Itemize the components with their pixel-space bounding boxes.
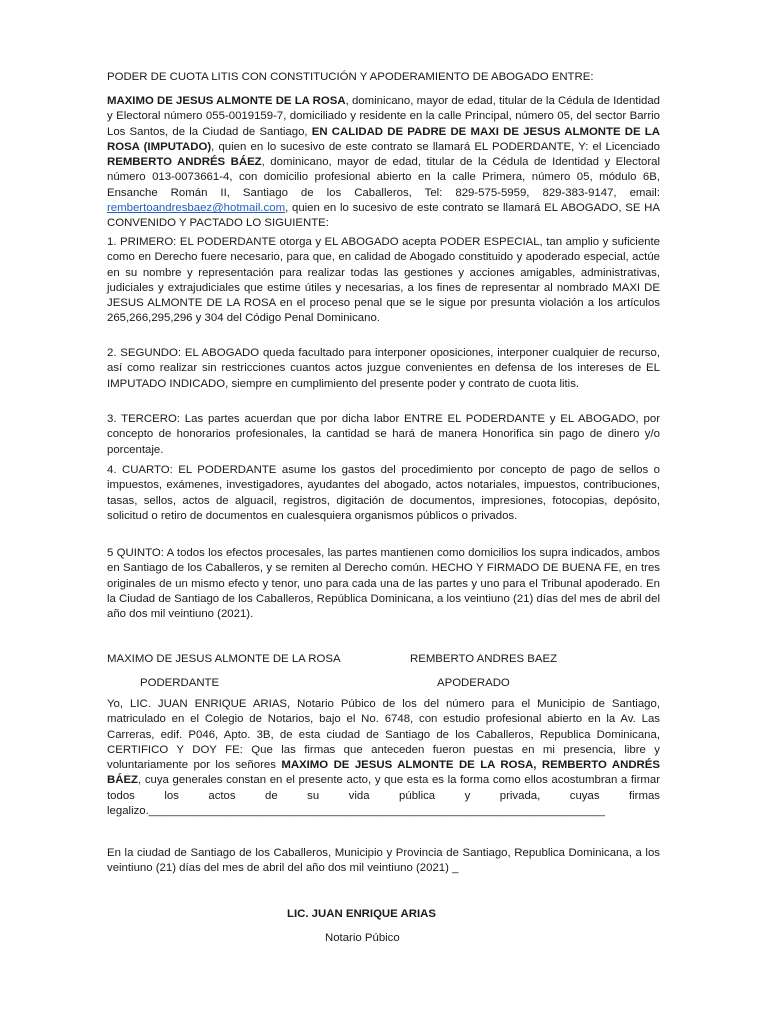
clause-quinto: 5 QUINTO: A todos los efectos procesales, las partes mantienen como domicilios los supra indicados, ambos en Santiago de los Caballeros, y se remiten al Derecho común. HECHO Y FIRMADO DE BUENA FE, en tres originales de un mismo efecto y tenor, uno para cada una de las partes y uno para el Tribunal apoderado. En la Ciudad de Santiago de los Caballeros, República Dominicana, a los veintiuno (21) días del mes de abril del año dos mil veintiuno (2021). <box>107 547 660 621</box>
signature-left-name: MAXIMO DE JESUS ALMONTE DE LA ROSA <box>107 653 341 665</box>
padre-calidad: EN CALIDAD DE PADRE DE MAXI DE JESUS ALMONTE DE LA ROSA (IMPUTADO) <box>107 125 660 153</box>
poderdante-name: MAXIMO DE JESUS ALMONTE DE LA ROSA <box>107 95 346 107</box>
email-link[interactable]: rembertoandresbaez@hotmail.com <box>107 202 286 215</box>
signature-right-role: APODERADO <box>437 677 510 689</box>
certified-names: MAXIMO DE JESUS ALMONTE DE LA ROSA, REMBERTO ANDRÉS BÁEZ <box>107 759 660 787</box>
signature-left-role: PODERDANTE <box>140 677 220 689</box>
intro-paragraph: MAXIMO DE JESUS ALMONTE DE LA ROSA, dominicano, mayor de edad, titular de la Cédula de Identidad y Electoral número 055-0019159-7, domiciliado y residente en la calle Principal, número 05, del sector Barrio Los Santos, de la Ciudad de Santiago, EN CALIDAD DE PADRE DE MAXI DE JESUS ALMONTE DE LA ROSA (IMPUTADO), quien en lo sucesivo de este contrato se llamará EL PODERDANTE, Y: el Licenciado REMBERTO ANDRÉS BÁEZ, dominicano, mayor de edad, titular de la Cédula de Identidad y Electoral número 013-0073661-4, con domicilio profesional abierto en la calle Primera, número 05, módulo 6B, Ensanche Román II, Santiago de los Caballeros, Tel: 829-575-5959, 829-383-9147, email: rembertoandresbaez@hotmail.com, quien en lo sucesivo de este contrato se llamará EL ABOGADO, SE HA CONVENIDO Y PACTADO LO SIGUIENTE: <box>107 95 661 230</box>
signature-right-name: REMBERTO ANDRES BAEZ <box>410 653 558 665</box>
clause-tercero: 3. TERCERO: Las partes acuerdan que por dicha labor ENTRE EL PODERDANTE y EL ABOGADO, por concepto de honorarios profesionales, la cantidad se hará de manera Honorifica sin pago de dinero y/o porcentaje. <box>107 413 660 456</box>
clause-segundo: 2. SEGUNDO: EL ABOGADO queda facultado para interponer oposiciones, interponer cualquier de recurso, así como realizar sin restricciones cuantos actos juzgue convenientes en defensa de los intereses de EL IMPUTADO INDICADO, siempre en cumplimiento del presente poder y contrato de cuota litis. <box>107 347 660 390</box>
document-title: PODER DE CUOTA LITIS CON CONSTITUCIÓN Y APODERAMIENTO DE ABOGADO ENTRE: <box>107 71 594 83</box>
clause-primero: 1. PRIMERO: EL PODERDANTE otorga y EL ABOGADO acepta PODER ESPECIAL, tan amplio y suficiente como en Derecho fuere necesario, para que, en calidad de Abogado constituido y apoderado especial, actúe en su nombre y representación para realizar todas las gestiones y acciones amigables, administrativas, judiciales y extrajudiciales que estime útiles y necesarias, a los fines de representar al nombrado MAXI DE JESUS ALMONTE DE LA ROSA en el proceso penal que se le sigue por presunta violación a los artículos 265,266,295,296 y 304 del Código Penal Dominicano. <box>107 236 660 325</box>
notary-closing: En la ciudad de Santiago de los Caballeros, Municipio y Provincia de Santiago, Republica Dominicana, a los veintiuno (21) días del mes de abril del año dos mil veintiuno (2021) _ <box>107 847 660 875</box>
clause-cuarto: 4. CUARTO: EL PODERDANTE asume los gastos del procedimiento por concepto de pago de sellos o impuestos, exámenes, investigadores, ayudantes del abogado, actos notariales, impuestos, contribuciones, tasas, sellos, actos de alguacil, registros, digitación de documentos, impresiones, fotocopias, depósito, solicitud o retiro de documentos en cualesquiera organismos públicos o privados. <box>107 464 660 522</box>
notary-name: LIC. JUAN ENRIQUE ARIAS <box>287 908 436 920</box>
notary-role: Notario Púbico <box>325 932 400 944</box>
notary-certification: Yo, LIC. JUAN ENRIQUE ARIAS, Notario Púbico de los del número para el Municipio de Santiago, matriculado en el Colegio de Notarios, bajo el No. 6748, con estudio profesional abierto en la Av. Las Carreras, edif. P046, Apto. 3B, de esta ciudad de Santiago de los Caballeros, Republica Dominicana, CERTIFICO Y DOY FE: Que las firmas que anteceden fueron puestas en mi presencia, libre y voluntariamente por los señores MAXIMO DE JESUS ALMONTE DE LA ROSA, REMBERTO ANDRÉS BÁEZ, cuya generales constan en el presente acto, y que esta es la forma como ellos acostumbran a firmar todos los actos de su vida pública y privada, cuyas firmas legalizo.________________________________________________________________________ <box>107 698 660 818</box>
abogado-name: REMBERTO ANDRÉS BÁEZ <box>107 156 262 169</box>
